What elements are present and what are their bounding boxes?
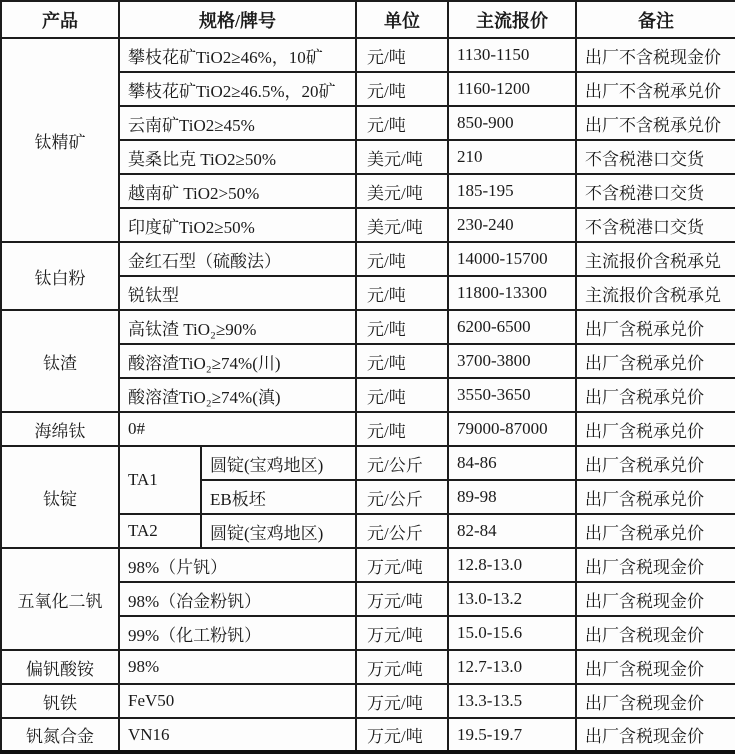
header-cell-spec: 规格/牌号 xyxy=(119,1,356,38)
grade-cell: TA2 xyxy=(119,514,201,548)
product-cell: 钛锭 xyxy=(1,446,119,548)
product-cell: 钛渣 xyxy=(1,310,119,412)
note-cell: 不含税港口交货 xyxy=(576,208,735,242)
product-cell: 钒铁 xyxy=(1,684,119,718)
unit-cell: 元/吨 xyxy=(356,344,448,378)
price-cell: 13.0-13.2 xyxy=(448,582,576,616)
spec-cell: VN16 xyxy=(119,718,356,752)
table-body xyxy=(1,38,735,752)
unit-cell: 元/吨 xyxy=(356,72,448,106)
price-cell: 89-98 xyxy=(448,480,576,514)
unit-cell: 万元/吨 xyxy=(356,650,448,684)
spec-cell: 攀枝花矿TiO2≥46.5%，20矿 xyxy=(119,72,356,106)
price-cell: 19.5-19.7 xyxy=(448,718,576,752)
table-row xyxy=(1,548,735,582)
note-cell: 出厂含税承兑价 xyxy=(576,446,735,480)
note-cell: 出厂含税承兑价 xyxy=(576,344,735,378)
unit-cell: 元/吨 xyxy=(356,310,448,344)
spec-cell: 印度矿TiO2≥50% xyxy=(119,208,356,242)
note-cell: 出厂含税现金价 xyxy=(576,718,735,752)
table-row xyxy=(1,650,735,684)
unit-cell: 元/吨 xyxy=(356,38,448,72)
unit-cell: 美元/吨 xyxy=(356,140,448,174)
table-row xyxy=(1,412,735,446)
note-cell: 出厂不含税承兑价 xyxy=(576,106,735,140)
table-row xyxy=(1,684,735,718)
product-cell: 五氧化二钒 xyxy=(1,548,119,650)
price-cell: 1130-1150 xyxy=(448,38,576,72)
spec-cell: 98%（冶金粉钒） xyxy=(119,582,356,616)
spec-cell: 酸溶渣TiO₂≥74%(川) xyxy=(119,344,356,378)
product-cell: 钒氮合金 xyxy=(1,718,119,752)
unit-cell: 美元/吨 xyxy=(356,208,448,242)
price-cell: 210 xyxy=(448,140,576,174)
grade-cell: TA1 xyxy=(119,446,201,514)
note-cell: 主流报价含税承兑 xyxy=(576,242,735,276)
subspec-cell: 圆锭(宝鸡地区) xyxy=(201,446,356,480)
subspec-cell: 圆锭(宝鸡地区) xyxy=(201,514,356,548)
header-cell-price: 主流报价 xyxy=(448,1,576,38)
price-cell: 11800-13300 xyxy=(448,276,576,310)
note-cell: 主流报价含税承兑 xyxy=(576,276,735,310)
price-cell: 3700-3800 xyxy=(448,344,576,378)
spec-cell: 锐钛型 xyxy=(119,276,356,310)
spec-cell: 高钛渣 TiO₂≥90% xyxy=(119,310,356,344)
header-cell-note: 备注 xyxy=(576,1,735,38)
note-cell: 出厂不含税承兑价 xyxy=(576,72,735,106)
price-cell: 1160-1200 xyxy=(448,72,576,106)
subspec-cell: EB板坯 xyxy=(201,480,356,514)
price-cell: 82-84 xyxy=(448,514,576,548)
product-cell: 钛精矿 xyxy=(1,38,119,242)
note-cell: 出厂含税承兑价 xyxy=(576,412,735,446)
note-cell: 出厂含税现金价 xyxy=(576,548,735,582)
table-header xyxy=(1,1,735,38)
price-cell: 3550-3650 xyxy=(448,378,576,412)
spec-cell: 98% xyxy=(119,650,356,684)
note-cell: 出厂含税现金价 xyxy=(576,650,735,684)
note-cell: 出厂含税承兑价 xyxy=(576,310,735,344)
price-cell: 12.8-13.0 xyxy=(448,548,576,582)
spec-cell: 攀枝花矿TiO2≥46%，10矿 xyxy=(119,38,356,72)
price-cell: 12.7-13.0 xyxy=(448,650,576,684)
header-row xyxy=(1,1,735,38)
note-cell: 出厂含税现金价 xyxy=(576,582,735,616)
price-cell: 15.0-15.6 xyxy=(448,616,576,650)
spec-cell: 99%（化工粉钒） xyxy=(119,616,356,650)
table-row xyxy=(1,718,735,752)
price-cell: 13.3-13.5 xyxy=(448,684,576,718)
unit-cell: 美元/吨 xyxy=(356,174,448,208)
spec-cell: 云南矿TiO2≥45% xyxy=(119,106,356,140)
spec-cell: 越南矿 TiO2>50% xyxy=(119,174,356,208)
price-cell: 850-900 xyxy=(448,106,576,140)
note-cell: 出厂不含税现金价 xyxy=(576,38,735,72)
product-cell: 钛白粉 xyxy=(1,242,119,310)
note-cell: 出厂含税承兑价 xyxy=(576,514,735,548)
unit-cell: 元/公斤 xyxy=(356,514,448,548)
spec-cell: 金红石型（硫酸法） xyxy=(119,242,356,276)
note-cell: 不含税港口交货 xyxy=(576,174,735,208)
note-cell: 出厂含税承兑价 xyxy=(576,378,735,412)
unit-cell: 元/吨 xyxy=(356,378,448,412)
unit-cell: 元/公斤 xyxy=(356,480,448,514)
price-cell: 185-195 xyxy=(448,174,576,208)
price-cell: 230-240 xyxy=(448,208,576,242)
note-cell: 出厂含税现金价 xyxy=(576,684,735,718)
unit-cell: 万元/吨 xyxy=(356,548,448,582)
unit-cell: 万元/吨 xyxy=(356,684,448,718)
note-cell: 不含税港口交货 xyxy=(576,140,735,174)
table-row xyxy=(1,310,735,344)
spec-cell: 莫桑比克 TiO2≥50% xyxy=(119,140,356,174)
price-cell: 84-86 xyxy=(448,446,576,480)
product-cell: 海绵钛 xyxy=(1,412,119,446)
note-cell: 出厂含税承兑价 xyxy=(576,480,735,514)
unit-cell: 元/吨 xyxy=(356,412,448,446)
unit-cell: 万元/吨 xyxy=(356,718,448,752)
note-cell: 出厂含税现金价 xyxy=(576,616,735,650)
spec-cell: 98%（片钒） xyxy=(119,548,356,582)
table-row xyxy=(1,242,735,276)
unit-cell: 元/吨 xyxy=(356,276,448,310)
unit-cell: 元/吨 xyxy=(356,242,448,276)
spec-cell: 酸溶渣TiO₂≥74%(滇) xyxy=(119,378,356,412)
table-row xyxy=(1,38,735,72)
spec-cell: FeV50 xyxy=(119,684,356,718)
spec-cell: 0# xyxy=(119,412,356,446)
table-row xyxy=(1,446,735,480)
product-cell: 偏钒酸铵 xyxy=(1,650,119,684)
price-cell: 79000-87000 xyxy=(448,412,576,446)
header-cell-unit: 单位 xyxy=(356,1,448,38)
unit-cell: 元/吨 xyxy=(356,106,448,140)
unit-cell: 元/公斤 xyxy=(356,446,448,480)
unit-cell: 万元/吨 xyxy=(356,616,448,650)
unit-cell: 万元/吨 xyxy=(356,582,448,616)
price-cell: 6200-6500 xyxy=(448,310,576,344)
header-cell-product: 产品 xyxy=(1,1,119,38)
price-cell: 14000-15700 xyxy=(448,242,576,276)
